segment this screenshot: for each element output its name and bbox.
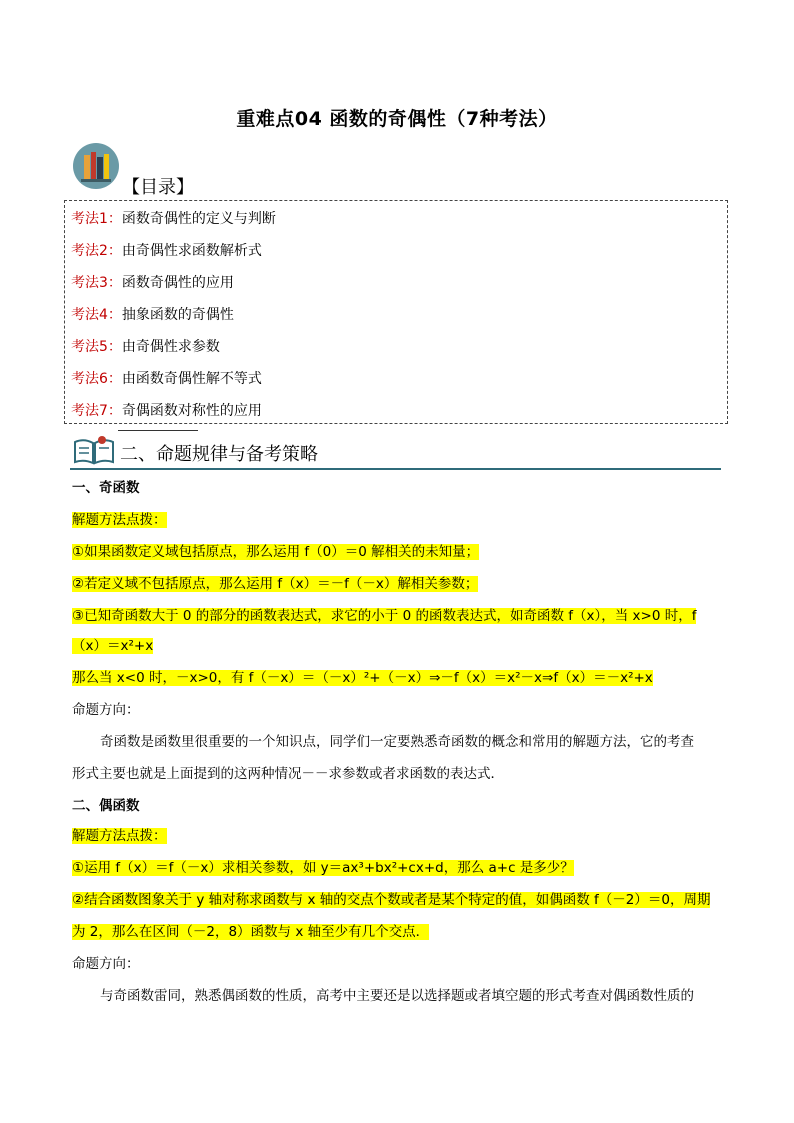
toc-item[interactable] [71,273,234,293]
even-method-2a: ②结合函数图象关于 y 轴对称求函数与 x 轴的交点个数或者是某个特定的值，如偶函数 f（－2）＝0，周期 [72,892,711,908]
toc-key: 考法6： [71,371,122,387]
books-logo-icon [73,143,119,189]
toc-item[interactable] [71,305,234,325]
divider [118,430,198,431]
even-direction-1: 与奇函数雷同，熟悉偶函数的性质，高考中主要还是以选择题或者填空题的形式考查对偶函数性质的 [100,988,694,1004]
odd-method-3b: （x）＝x²+x [72,638,154,654]
toc-text: 函数奇偶性的定义与判断 [121,211,276,227]
toc-item[interactable] [71,369,262,389]
odd-heading: 一、奇函数 [72,480,140,496]
table-of-contents [64,200,728,424]
toc-item[interactable] [71,337,220,357]
toc-item[interactable] [71,209,276,229]
page-title: 重难点04 函数的奇偶性（7种考法） [236,108,558,130]
odd-direction-1: 奇函数是函数里很重要的一个知识点，同学们一定要熟悉奇函数的概念和常用的解题方法，它的考查 [100,734,694,750]
odd-method-3a: ③已知奇函数大于 0 的部分的函数表达式，求它的小于 0 的函数表达式，如奇函数 f（x），当 x>0 时，f [72,608,697,624]
toc-key: 考法5： [71,339,122,355]
odd-method-label: 解题方法点拨： [72,512,167,528]
even-method-label: 解题方法点拨： [72,828,167,844]
toc-item[interactable] [71,401,262,421]
open-book-icon [72,434,116,466]
odd-method-2: ②若定义域不包括原点，那么运用 f（x）＝－f（－x）解相关参数； [72,576,479,592]
toc-text: 奇偶函数对称性的应用 [121,403,262,419]
section-header [70,434,721,470]
toc-key: 考法4： [71,307,122,323]
toc-heading: 【目录】 [122,177,194,198]
odd-method-4: 那么当 x<0 时，－x>0，有 f（－x）＝（－x）²+（－x）⇒－f（x）＝x²－x⇒f（x）＝－x²+x [72,670,653,686]
toc-key: 考法3： [71,275,122,291]
odd-direction-2: 形式主要也就是上面提到的这两种情况－－求参数或者求函数的表达式． [72,766,504,782]
toc-key: 考法2： [71,243,122,259]
toc-key: 考法1： [71,211,122,227]
odd-direction-label: 命题方向： [72,702,140,718]
toc-text: 由函数奇偶性解不等式 [121,371,262,387]
section-title: 二、命题规律与备考策略 [120,444,318,465]
toc-item[interactable] [71,241,262,261]
odd-method-1: ①如果函数定义域包括原点，那么运用 f（0）＝0 解相关的未知量； [72,544,480,560]
even-method-2b: 为 2，那么在区间（－2，8）函数与 x 轴至少有几个交点． [72,924,430,940]
even-method-1: ①运用 f（x）＝f（－x）求相关参数，如 y＝ax³+bx²+cx+d，那么 a+c 是多少？ [72,860,574,876]
toc-key: 考法7： [71,403,122,419]
toc-text: 抽象函数的奇偶性 [121,307,234,323]
toc-text: 由奇偶性求参数 [121,339,220,355]
toc-text: 由奇偶性求函数解析式 [121,243,262,259]
even-heading: 二、偶函数 [72,798,140,814]
even-direction-label: 命题方向： [72,956,140,972]
toc-text: 函数奇偶性的应用 [121,275,234,291]
